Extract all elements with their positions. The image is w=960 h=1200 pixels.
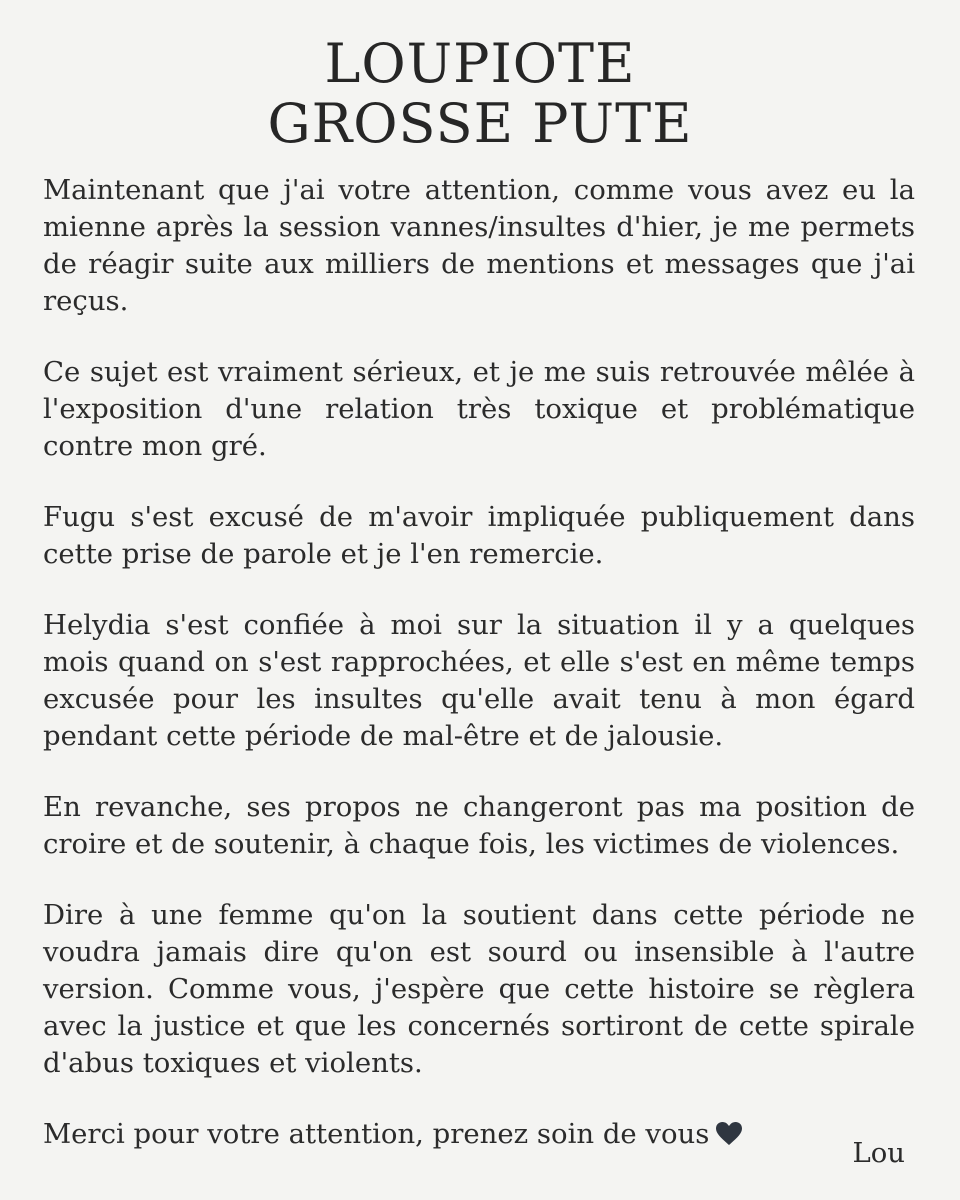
title-line-2: GROSSE PUTE xyxy=(267,92,693,155)
title-line-1: LOUPIOTE xyxy=(324,32,636,95)
paragraph-1: Maintenant que j'ai votre attention, comme vous avez eu la mienne après la session vannes/insultes d'hier, je me permets de réagir suite aux milliers de mentions et messages que j'ai reçus. xyxy=(43,174,915,317)
closing-text: Merci pour votre attention, prenez soin de vous xyxy=(43,1118,710,1150)
paragraph-6: Dire à une femme qu'on la soutient dans cette période ne voudra jamais dire qu'on est sourd ou insensible à l'autre version. Comme vous, j'espère que cette histoire se règlera avec la justice et que les concernés sortiront de cette spirale d'abus toxiques et violents. xyxy=(43,899,915,1079)
paragraph-4: Helydia s'est confiée à moi sur la situation il y a quelques mois quand on s'est rapprochées, et elle s'est en même temps excusée pour les insultes qu'elle avait tenu à mon égard pendant cette période de mal-être et de jalousie. xyxy=(43,609,915,752)
signature: Lou xyxy=(852,1137,905,1169)
paragraph-3: Fugu s'est excusé de m'avoir impliquée publiquement dans cette prise de parole et je l'en remercie. xyxy=(43,501,915,570)
heart-icon xyxy=(715,1119,743,1156)
paragraph-2: Ce sujet est vraiment sérieux, et je me suis retrouvée mêlée à l'exposition d'une relation très toxique et problématique contre mon gré. xyxy=(43,356,915,462)
statement-body xyxy=(43,172,915,1156)
page-title xyxy=(0,34,960,154)
closing-line xyxy=(43,1116,915,1156)
paragraph-5: En revanche, ses propos ne changeront pas ma position de croire et de soutenir, à chaque fois, les victimes de violences. xyxy=(43,791,915,860)
